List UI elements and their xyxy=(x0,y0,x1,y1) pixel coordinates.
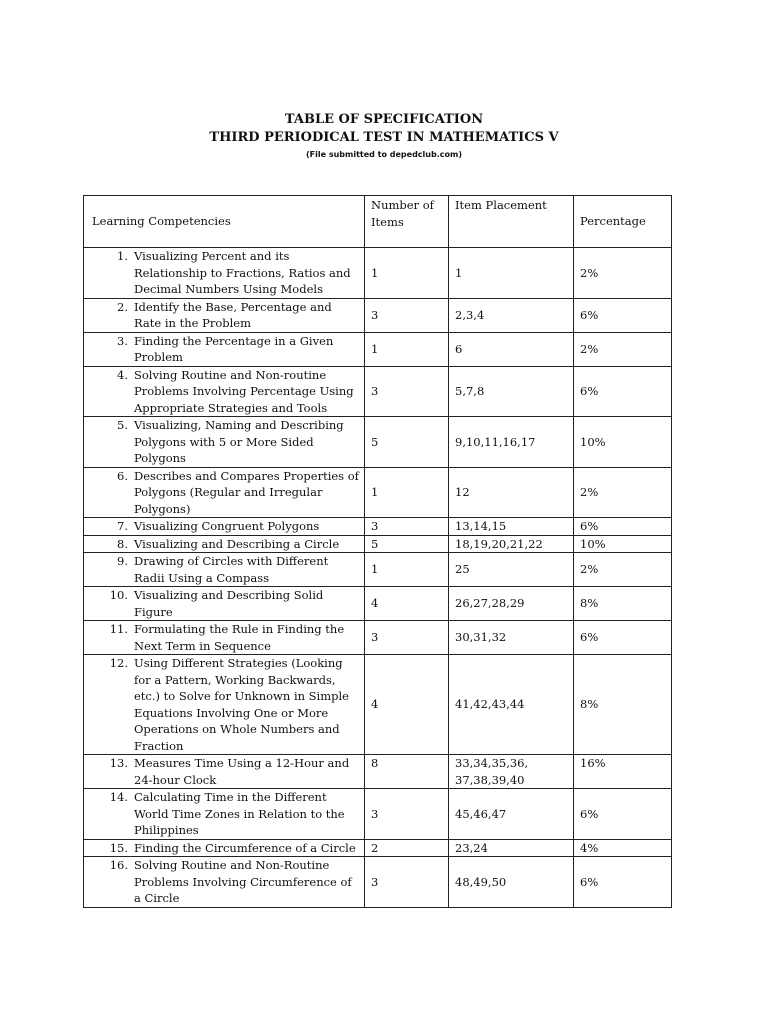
competency-cell xyxy=(84,535,365,553)
item-placement-cell: 12 xyxy=(449,467,574,518)
competency-number: 13. xyxy=(109,756,128,770)
table-body xyxy=(84,248,672,908)
table-row xyxy=(84,587,672,621)
percentage-cell: 2% xyxy=(574,248,672,299)
table-row xyxy=(84,298,672,332)
table-row xyxy=(84,467,672,518)
competency-number: 12. xyxy=(109,656,128,670)
specification-table xyxy=(83,195,672,908)
table-row xyxy=(84,366,672,417)
item-placement-cell: 26,27,28,29 xyxy=(449,587,574,621)
percentage-cell: 16% xyxy=(574,755,672,789)
number-of-items-cell: 1 xyxy=(365,332,449,366)
percentage-cell: 6% xyxy=(574,621,672,655)
competency-cell xyxy=(84,332,365,366)
table-row xyxy=(84,621,672,655)
percentage-cell: 6% xyxy=(574,518,672,536)
number-of-items-cell: 8 xyxy=(365,755,449,789)
table-row xyxy=(84,332,672,366)
number-of-items-cell: 1 xyxy=(365,467,449,518)
competency-cell xyxy=(84,417,365,468)
competency-number: 11. xyxy=(109,622,128,636)
percentage-cell: 2% xyxy=(574,553,672,587)
table-row xyxy=(84,518,672,536)
number-of-items-cell: 5 xyxy=(365,535,449,553)
competency-text: Visualizing Percent and its Relationship to Fractions, Ratios and Decimal Numbers Using Models xyxy=(134,249,351,296)
competency-text: Solving Routine and Non-routine Problems Involving Percentage Using Appropriate Strategies and Tools xyxy=(134,367,354,415)
item-placement-cell: 1 xyxy=(449,248,574,299)
percentage-cell: 10% xyxy=(574,535,672,553)
competency-number: 1. xyxy=(117,249,128,263)
item-placement-cell: 25 xyxy=(449,553,574,587)
number-of-items-cell: 1 xyxy=(365,248,449,299)
document-title: TABLE OF SPECIFICATION xyxy=(284,112,484,127)
table-row xyxy=(84,553,672,587)
competency-text: Visualizing and Describing a Circle xyxy=(134,536,340,551)
number-of-items-cell: 3 xyxy=(365,857,449,908)
percentage-cell: 6% xyxy=(574,366,672,417)
percentage-cell: 8% xyxy=(574,587,672,621)
number-of-items-cell: 3 xyxy=(365,298,449,332)
competency-text: Visualizing and Describing Solid Figure xyxy=(134,588,324,619)
item-placement-cell: 23,24 xyxy=(449,839,574,857)
number-of-items-cell: 3 xyxy=(365,621,449,655)
competency-number: 2. xyxy=(117,299,128,314)
item-placement-cell: 18,19,20,21,22 xyxy=(449,535,574,553)
competency-number: 4. xyxy=(117,367,128,382)
document-subtitle: THIRD PERIODICAL TEST IN MATHEMATICS V xyxy=(209,130,559,145)
competency-number: 10. xyxy=(109,588,128,602)
percentage-cell: 6% xyxy=(574,857,672,908)
competency-number: 6. xyxy=(117,468,128,483)
item-placement-cell: 48,49,50 xyxy=(449,857,574,908)
number-of-items-cell: 1 xyxy=(365,553,449,587)
number-of-items-cell: 4 xyxy=(365,655,449,755)
number-of-items-cell: 3 xyxy=(365,789,449,840)
item-placement-cell: 30,31,32 xyxy=(449,621,574,655)
competency-cell xyxy=(84,789,365,840)
competency-cell xyxy=(84,755,365,789)
competency-cell xyxy=(84,518,365,536)
number-of-items-cell: 2 xyxy=(365,839,449,857)
table-header-row xyxy=(84,196,672,248)
header-percentage: Percentage xyxy=(574,196,672,248)
item-placement-cell: 33,34,35,36, 37,38,39,40 xyxy=(449,755,574,789)
competency-cell xyxy=(84,839,365,857)
competency-number: 8. xyxy=(117,536,128,551)
percentage-cell: 10% xyxy=(574,417,672,468)
competency-text: Using Different Strategies (Looking for a Pattern, Working Backwards, etc.) to Solve for Unknown in Simple Equations Involving One or More Operations on Whole Numbers and Fraction xyxy=(134,656,349,753)
competency-cell xyxy=(84,366,365,417)
table-row xyxy=(84,789,672,840)
competency-number: 9. xyxy=(117,554,128,568)
competency-text: Formulating the Rule in Finding the Next Term in Sequence xyxy=(134,622,345,653)
competency-text: Describes and Compares Properties of Polygons (Regular and Irregular Polygons) xyxy=(134,468,359,516)
percentage-cell: 4% xyxy=(574,839,672,857)
competency-text: Identify the Base, Percentage and Rate in the Problem xyxy=(134,299,332,330)
table-row xyxy=(84,755,672,789)
table-row xyxy=(84,535,672,553)
competency-text: Solving Routine and Non-Routine Problems Involving Circumference of a Circle xyxy=(134,858,352,905)
competency-number: 14. xyxy=(109,790,128,804)
competency-cell xyxy=(84,655,365,755)
number-of-items-cell: 5 xyxy=(365,417,449,468)
competency-cell xyxy=(84,553,365,587)
competency-cell xyxy=(84,467,365,518)
competency-text: Finding the Circumference of a Circle xyxy=(134,840,356,855)
item-placement-cell: 9,10,11,16,17 xyxy=(449,417,574,468)
competency-number: 5. xyxy=(117,418,128,432)
competency-number: 16. xyxy=(109,858,128,872)
competency-text: Visualizing Congruent Polygons xyxy=(134,519,320,533)
header-item-placement: Item Placement xyxy=(449,196,574,248)
submission-note: (File submitted to depedclub.com) xyxy=(306,150,462,159)
table-row xyxy=(84,417,672,468)
item-placement-cell: 5,7,8 xyxy=(449,366,574,417)
table-row xyxy=(84,655,672,755)
number-of-items-cell: 4 xyxy=(365,587,449,621)
header-number-of-items: Number of Items xyxy=(365,196,449,248)
table-row xyxy=(84,839,672,857)
percentage-cell: 2% xyxy=(574,332,672,366)
competency-text: Calculating Time in the Different World Time Zones in Relation to the Philippines xyxy=(134,790,345,837)
number-of-items-cell: 3 xyxy=(365,518,449,536)
percentage-cell: 6% xyxy=(574,789,672,840)
item-placement-cell: 6 xyxy=(449,332,574,366)
item-placement-cell: 45,46,47 xyxy=(449,789,574,840)
item-placement-cell: 41,42,43,44 xyxy=(449,655,574,755)
competency-number: 15. xyxy=(109,840,128,855)
competency-cell xyxy=(84,248,365,299)
table-row xyxy=(84,857,672,908)
header-learning-competencies: Learning Competencies xyxy=(84,196,365,248)
percentage-cell: 6% xyxy=(574,298,672,332)
competency-text: Visualizing, Naming and Describing Polygons with 5 or More Sided Polygons xyxy=(134,418,344,465)
percentage-cell: 8% xyxy=(574,655,672,755)
competency-cell xyxy=(84,298,365,332)
competency-text: Finding the Percentage in a Given Problem xyxy=(134,333,334,364)
competency-cell xyxy=(84,621,365,655)
item-placement-cell: 2,3,4 xyxy=(449,298,574,332)
percentage-cell: 2% xyxy=(574,467,672,518)
competency-text: Drawing of Circles with Different Radii Using a Compass xyxy=(134,554,329,585)
number-of-items-cell: 3 xyxy=(365,366,449,417)
competency-cell xyxy=(84,587,365,621)
item-placement-cell: 13,14,15 xyxy=(449,518,574,536)
competency-number: 3. xyxy=(117,333,128,348)
competency-number: 7. xyxy=(117,519,128,533)
competency-text: Measures Time Using a 12-Hour and 24-hour Clock xyxy=(134,756,350,787)
table-row xyxy=(84,248,672,299)
competency-cell xyxy=(84,857,365,908)
